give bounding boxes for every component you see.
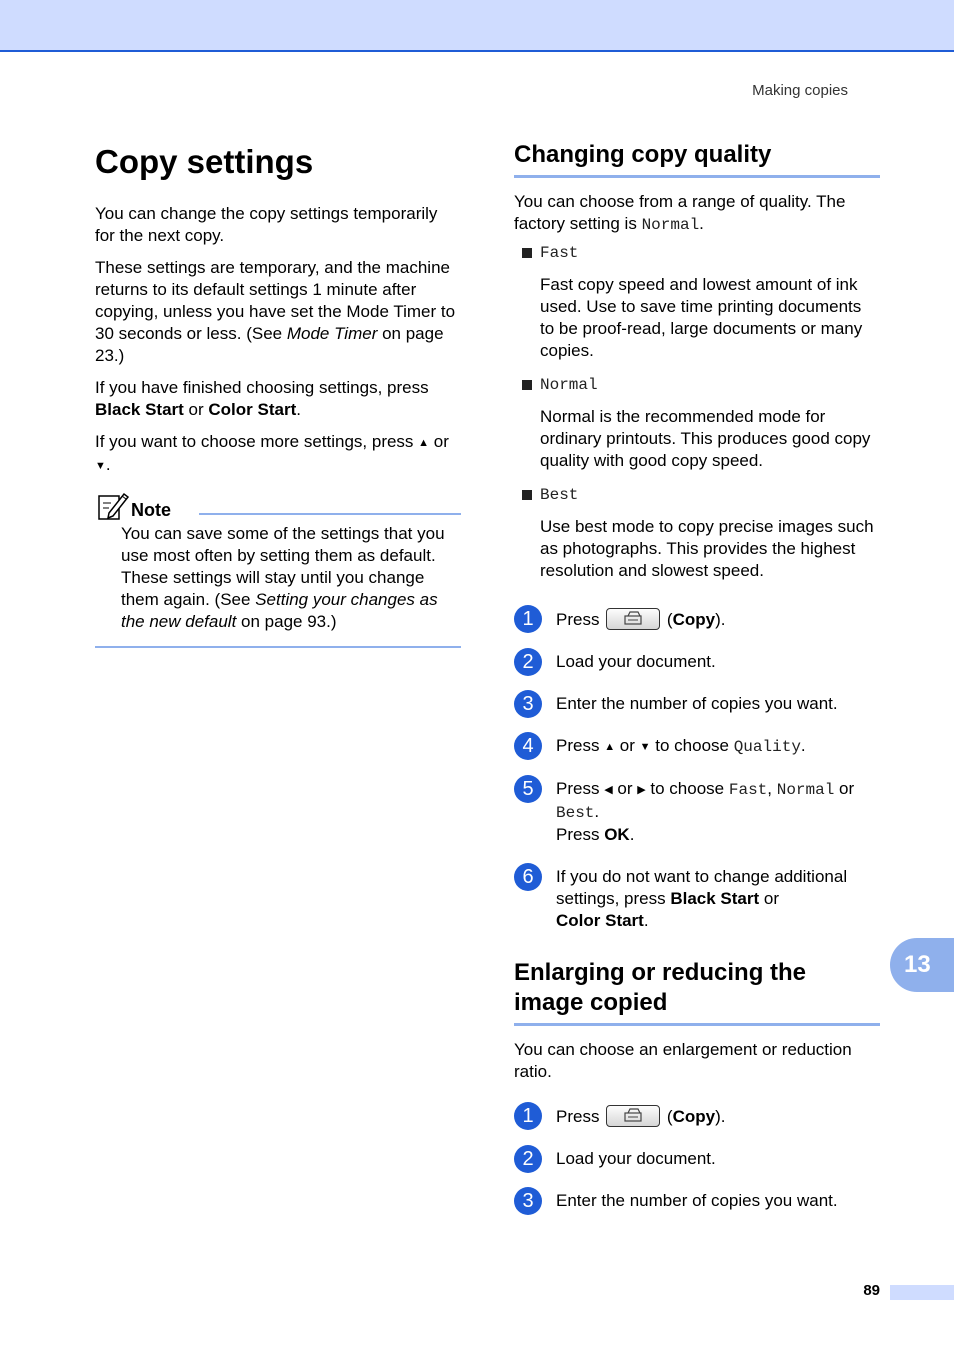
copy-key-icon (606, 1105, 660, 1127)
intro-paragraph: You can change the copy settings temporarily for the next copy. (95, 204, 438, 245)
color-start-key: Color Start (208, 400, 297, 419)
quality-intro: You can choose from a range of quality. The factory setting is Normal. (514, 192, 846, 234)
bullet-icon (522, 248, 532, 258)
footer-band (890, 1285, 954, 1300)
normal-code: Normal (776, 781, 835, 799)
ok-key: OK (604, 825, 630, 844)
step-number-badge: 5 (514, 775, 542, 803)
note-box (95, 493, 461, 648)
option-label: Normal (540, 376, 598, 394)
bullet-icon (522, 490, 532, 500)
option-description: Normal is the recommended mode for ordinary printouts. This produces good copy quality with good copy speed. (540, 407, 871, 470)
step-number-badge: 3 (514, 1187, 542, 1215)
note-ref: Setting your changes as the new default (121, 590, 438, 631)
step-number-badge: 6 (514, 863, 542, 891)
bullet-icon (522, 380, 532, 390)
step-number-badge: 1 (514, 1102, 542, 1130)
note-title: Note (131, 500, 171, 520)
chapter-tab: 13 (890, 938, 954, 992)
option-label: Best (540, 486, 579, 504)
quality-step-6: 6 If you do not want to change additional settings, press Black Start or Color Start. (514, 866, 880, 932)
running-header: Making copies (752, 82, 848, 99)
quality-step-4: 4 Press ▲ or ▼ to choose Quality. (514, 735, 880, 758)
enlarge-step-2: 2 Load your document. (514, 1148, 880, 1170)
quality-step-5: 5 Press ◀ or ▶ to choose Fast, Normal or Best. Press OK. (514, 778, 880, 846)
quality-step-2: 2 Load your document. (514, 651, 880, 673)
note-rule (199, 513, 461, 515)
note-header (95, 493, 461, 523)
step-number-badge: 3 (514, 690, 542, 718)
fast-code: Fast (728, 781, 768, 799)
quality-menu-code: Quality (733, 738, 801, 756)
black-start-key: Black Start (670, 889, 760, 908)
copy-label: Copy (672, 610, 716, 629)
page-number: 89 (863, 1282, 880, 1299)
temporary-paragraph: These settings are temporary, and the machine returns to its default settings 1 minute after copying, unless you have set the Mode Timer to 30 seconds or less. (See Mode Timer on page 23.) (95, 258, 456, 365)
enlarge-step-1: 1 Press (Copy). (514, 1105, 880, 1128)
step-number-badge: 1 (514, 605, 542, 633)
quality-option-best (514, 484, 880, 582)
note-text: You can save some of the settings that you use most often by setting them as default. These settings will stay until you change them again. (See Setting your changes as the new default on page 93.) (121, 524, 445, 631)
page-title: Copy settings (95, 143, 314, 180)
step-number-badge: 4 (514, 732, 542, 760)
color-start-key: Color Start (556, 911, 644, 930)
note-pencil-icon (97, 491, 129, 521)
right-column (514, 140, 880, 1232)
finished-paragraph: If you have finished choosing settings, press Black Start or Color Start. (95, 378, 429, 419)
enlarge-intro: You can choose an enlargement or reduction ratio. (514, 1040, 852, 1081)
quality-step-3: 3 Enter the number of copies you want. (514, 693, 880, 715)
step-number-badge: 2 (514, 1145, 542, 1173)
option-description: Use best mode to copy precise images such as photographs. This provides the highest resolution and slowest speed. (540, 517, 874, 580)
quality-step-1: 1 Press (Copy). (514, 608, 880, 631)
quality-heading: Changing copy quality (514, 140, 880, 178)
down-arrow-icon: ▼ (95, 460, 106, 472)
step-number-badge: 2 (514, 648, 542, 676)
up-arrow-icon: ▲ (604, 741, 616, 753)
black-start-key: Black Start (95, 400, 184, 419)
quality-option-fast (514, 242, 880, 362)
up-arrow-icon: ▲ (418, 437, 430, 449)
more-settings-paragraph: If you want to choose more settings, press ▲ or ▼. (95, 431, 461, 477)
default-quality-code: Normal (641, 216, 700, 234)
quality-option-normal (514, 374, 880, 472)
copy-label: Copy (672, 1107, 716, 1126)
down-arrow-icon: ▼ (639, 741, 651, 753)
enlarge-heading: Enlarging or reducing the image copied (514, 958, 880, 1026)
enlarge-step-3: 3 Enter the number of copies you want. (514, 1190, 880, 1212)
right-arrow-icon: ▶ (637, 784, 646, 796)
left-column (95, 140, 461, 648)
copy-key-icon (606, 608, 660, 630)
left-arrow-icon: ◀ (604, 784, 613, 796)
option-description: Fast copy speed and lowest amount of ink used. Use to save time printing documents to be proof-read, large documents or many copies. (540, 275, 863, 360)
header-band (0, 0, 954, 52)
option-label: Fast (540, 244, 579, 262)
best-code: Best (556, 804, 595, 822)
mode-timer-ref: Mode Timer (286, 324, 378, 343)
